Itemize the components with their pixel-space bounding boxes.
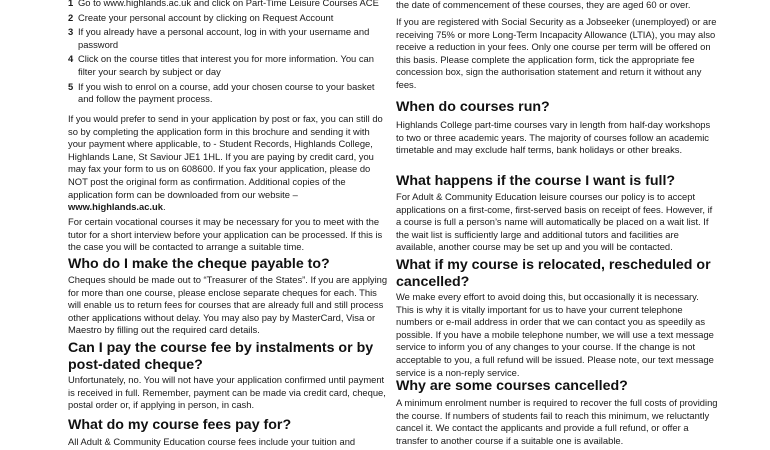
website-link[interactable]: www.highlands.ac.uk <box>68 201 163 213</box>
courses-run-heading: When do courses run? <box>396 99 550 115</box>
vocational-paragraph: For certain vocational courses it may be necessary for you to meet with the tutor for a short interview before your application can be processed. If this is the case you will be contacted to arrange a suitable time. <box>68 216 383 253</box>
step-number: 1 <box>68 0 74 8</box>
age-concession-text: the date of commencement of these courses, they are aged 60 or over. <box>396 0 691 10</box>
step-number: 2 <box>68 11 74 23</box>
step-item <box>68 53 390 78</box>
post-application-text-end: . <box>162 201 166 213</box>
step-text: If you wish to enrol on a course, add your chosen course to your basket and follow the payment process. <box>78 80 375 105</box>
instalments-paragraph: Unfortunately, no. You will not have your application confirmed until payment is received in full. Remember, payment can be made via credit card, cheque, postal order or, if applying in person, in cash. <box>68 374 386 411</box>
courses-run-paragraph: Highlands College part-time courses vary in length from half-day workshops to two or three academic years. The majority of courses follow an academic timetable and may exclude half terms, bank holidays or other breaks. <box>396 119 711 156</box>
cheque-heading: Who do I make the cheque payable to? <box>68 256 330 272</box>
step-item <box>68 81 390 106</box>
fees-heading: What do my course fees pay for? <box>68 417 292 433</box>
relocated-paragraph: We make every effort to avoid doing this, but occasionally it is necessary. This is why it is vitally important for us to have your current telephone numbers or e-mail address in order that we can contact you as speedily as possible. If you have a mobile telephone number, we will use a text message service to inform you of any changes to your course. If the change is not acceptable to you, a full refund will be issued. Please note, our text message service is a non-reply service. <box>396 291 714 378</box>
course-full-paragraph: For Adult & Community Education leisure courses our policy is to accept applications on a first-come, first-served basis on receipt of fees. However, if a course is full a person’s name will automatically be placed on a wait list. If the wait list is sufficiently large and additional tutors and facilities are available, another course may be set up and you will be contacted. <box>396 191 713 253</box>
social-security-paragraph: If you are registered with Social Security as a Jobseeker (unemployed) or are receiving 75% or more Long-Term Incapacity Allowance (LTIA), you may also receive a reduction in your fees. Only one course per term will be offered on this basis. Please complete the application form, tick the appropriate fee concession box, sign the authorisation statement and return it without any fees. <box>396 16 717 90</box>
step-text: Go to www.highlands.ac.uk and click on Part-Time Leisure Courses ACE <box>78 0 379 8</box>
step-text: Create your personal account by clicking on Request Account <box>78 11 334 23</box>
relocated-heading: What if my course is relocated, rescheduled or cancelled? <box>396 257 711 290</box>
step-text: Click on the course titles that interest you for more information. You can filter your search by subject or day <box>78 53 374 77</box>
step-item <box>68 12 390 25</box>
online-steps-list <box>68 0 390 106</box>
step-number: 3 <box>68 26 74 38</box>
right-column <box>396 0 718 450</box>
left-column <box>68 0 390 450</box>
step-number: 4 <box>68 53 74 65</box>
step-number: 5 <box>68 80 74 92</box>
step-text: If you already have a personal account, log in with your username and password <box>78 26 370 50</box>
instalments-heading: Can I pay the course fee by instalments or by post-dated cheque? <box>68 340 374 373</box>
cancelled-heading: Why are some courses cancelled? <box>396 378 628 394</box>
cheque-paragraph: Cheques should be made out to “Treasurer of the States”. If you are applying for more than one course, please enclose separate cheques for each. This will enable us to return fees for courses that are already full and still process other applications without delay. You may also pay by MasterCard, Visa or Maestro by filling out the required card details. <box>68 274 388 336</box>
post-application-text: If you would prefer to send in your application by post or fax, you can still do so by completing the application form in this brochure and sending it with your payment where applicable, to - Student Records, Highlands College, Highlands Lane, St Saviour JE1 1HL. If you are paying by credit card, you may fax your form to us on 608600. If you fax your application, please do NOT post the original form as confirmation. Additional copies of the application form can be downloaded from our website – <box>68 113 383 200</box>
fees-paragraph: All Adult & Community Education course fees include your tuition and <box>68 436 356 447</box>
step-item <box>68 26 390 51</box>
course-full-heading: What happens if the course I want is full? <box>396 173 676 189</box>
post-application-paragraph <box>68 113 390 214</box>
step-item <box>68 0 390 10</box>
cancelled-paragraph: A minimum enrolment number is required to recover the full costs of providing the course. If numbers of students fail to reach this minimum, we reluctantly cancel it. We contact the applicants and provide a full refund, or offer a transfer to another course if a suitable one is available. <box>396 397 718 446</box>
